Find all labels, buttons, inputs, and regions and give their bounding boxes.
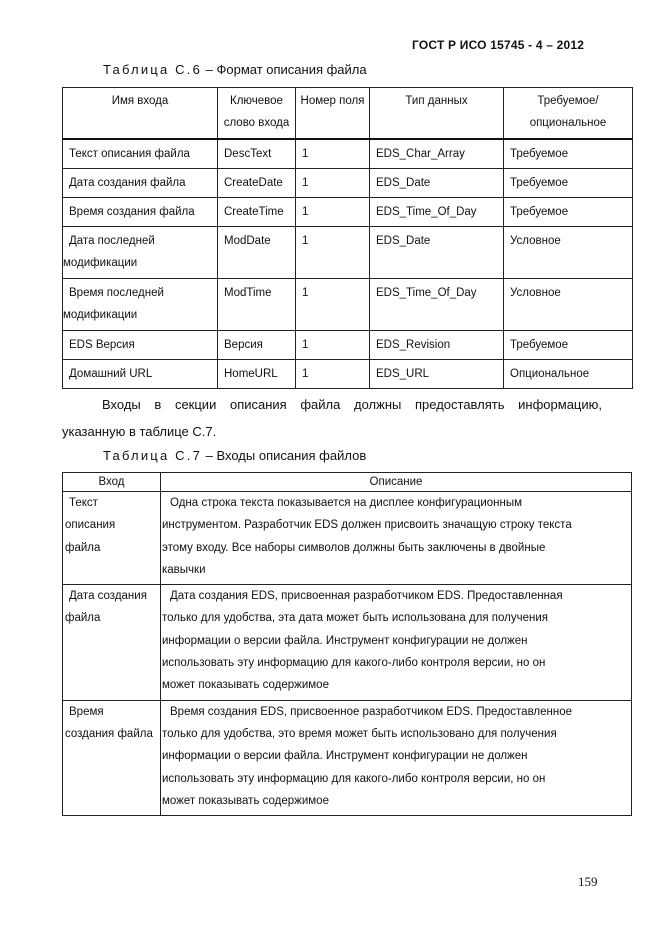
cell-entry-name	[63, 331, 218, 360]
table-row	[63, 169, 633, 198]
cell-entry-name	[63, 279, 218, 331]
table-row	[63, 139, 633, 169]
table-row	[63, 360, 633, 389]
table1-col-header-line: Требуемое/	[537, 95, 599, 107]
cell-entry-name	[63, 360, 218, 389]
table2-col-header-description: Описание	[161, 473, 632, 492]
cell-keyword: ModDate	[218, 227, 296, 279]
table1-col-header-line: Ключевое	[230, 95, 283, 107]
cell-text-line: использовать эту информацию для какого-либо контроля версии, но он	[162, 657, 546, 670]
table2-header-row	[63, 473, 632, 492]
cell-required: Требуемое	[504, 169, 633, 198]
document-header: ГОСТ Р ИСО 15745 - 4 – 2012	[412, 38, 585, 52]
page-number: 159	[578, 874, 598, 889]
cell-text-line: Дата создания файла	[69, 177, 186, 189]
table-row	[63, 700, 632, 815]
cell-keyword: Версия	[218, 331, 296, 360]
table1-caption-label: Таблица С.6	[103, 62, 203, 77]
file-description-format-table	[62, 87, 633, 389]
cell-required: Требуемое	[504, 198, 633, 227]
cell-text-line: Домашний URL	[69, 368, 153, 380]
table-row	[63, 279, 633, 331]
table1-col-header-line: слово входа	[223, 117, 290, 129]
cell-data-type: EDS_Revision	[370, 331, 504, 360]
table-row	[63, 198, 633, 227]
cell-field-number: 1	[296, 169, 370, 198]
cell-entry	[63, 700, 161, 815]
table-row	[63, 585, 632, 700]
cell-keyword: ModTime	[218, 279, 296, 331]
cell-required: Опциональное	[504, 360, 633, 389]
cell-required: Требуемое	[504, 331, 633, 360]
cell-data-type: EDS_Date	[370, 169, 504, 198]
cell-text-line: использовать эту информацию для какого-либо контроля версии, но он	[162, 772, 546, 785]
cell-text-line: может показывать содержимое	[162, 679, 329, 692]
cell-text-line: кавычки	[162, 563, 206, 576]
cell-text-line: Одна строка текста показывается на дисплее конфигурационным	[170, 497, 523, 509]
cell-text-line: EDS Версия	[69, 339, 135, 351]
cell-description	[161, 585, 632, 700]
table1-header-row	[63, 88, 633, 140]
cell-text-line: только для удобства, это время может быть использовано для получения	[162, 727, 557, 740]
cell-text-line: файла	[65, 612, 101, 625]
cell-data-type: EDS_Time_Of_Day	[370, 279, 504, 331]
cell-entry	[63, 492, 161, 585]
cell-entry	[63, 585, 161, 700]
cell-keyword: HomeURL	[218, 360, 296, 389]
cell-required: Требуемое	[504, 139, 633, 169]
cell-keyword: CreateTime	[218, 198, 296, 227]
cell-text-line: инструментом. Разработчик EDS должен присвоить значащую строку текста	[162, 519, 572, 532]
cell-text-line: файла	[65, 541, 101, 554]
cell-text-line: информации о версии файла. Инструмент конфигурации не должен	[162, 634, 528, 647]
table2-caption-label: Таблица С.7	[103, 448, 203, 463]
cell-text-line: Дата последней	[69, 235, 155, 247]
cell-keyword: CreateDate	[218, 169, 296, 198]
cell-description	[161, 700, 632, 815]
cell-text-line: только для удобства, эта дата может быть использована для получения	[162, 612, 549, 625]
cell-keyword: DescText	[218, 139, 296, 169]
cell-entry-name	[63, 139, 218, 169]
cell-text-line: Текст описания файла	[69, 148, 190, 160]
paragraph-line: указанную в таблице С.7.	[62, 424, 217, 439]
table1-caption	[103, 62, 367, 77]
table1-col-header	[63, 88, 218, 140]
table1-col-header	[218, 88, 296, 140]
file-description-entries-table	[62, 472, 632, 816]
cell-data-type: EDS_Date	[370, 227, 504, 279]
cell-text-line: информации о версии файла. Инструмент конфигурации не должен	[162, 750, 528, 763]
cell-entry-name	[63, 198, 218, 227]
cell-text-line: Время создания файла	[69, 206, 195, 218]
cell-text-line: этому входу. Все наборы символов должны быть заключены в двойные	[162, 541, 546, 554]
cell-text-line: Дата создания EDS, присвоенная разработчиком EDS. Предоставленная	[170, 590, 563, 603]
cell-description	[161, 492, 632, 585]
cell-text-line: создания файла	[65, 727, 153, 740]
cell-field-number: 1	[296, 279, 370, 331]
table1-col-header-line: Имя входа	[111, 95, 169, 107]
cell-field-number: 1	[296, 139, 370, 169]
table-row	[63, 331, 633, 360]
table2-caption	[103, 448, 366, 463]
cell-text-line: Дата создания	[69, 590, 147, 603]
table1-col-header-line: Тип данных	[405, 95, 468, 107]
cell-entry-name	[63, 169, 218, 198]
cell-text-line: описания	[65, 519, 116, 532]
cell-data-type: EDS_URL	[370, 360, 504, 389]
cell-text-line: Время последней	[69, 287, 164, 299]
table1-col-header-line: опциональное	[529, 117, 607, 129]
cell-required: Условное	[504, 279, 633, 331]
cell-entry-name	[63, 227, 218, 279]
cell-required: Условное	[504, 227, 633, 279]
cell-field-number: 1	[296, 331, 370, 360]
cell-text-line: Время	[69, 705, 104, 718]
cell-field-number: 1	[296, 198, 370, 227]
cell-text-line: Текст	[69, 497, 98, 509]
table-row	[63, 492, 632, 585]
cell-data-type: EDS_Time_Of_Day	[370, 198, 504, 227]
cell-text-line: модификации	[63, 309, 138, 321]
cell-text-line: может показывать содержимое	[162, 794, 329, 807]
table1-col-header	[370, 88, 504, 140]
cell-data-type: EDS_Char_Array	[370, 139, 504, 169]
table1-col-header	[296, 88, 370, 140]
paragraph-line: Входы в секции описания файла должны предоставлять информацию,	[102, 397, 602, 412]
cell-field-number: 1	[296, 227, 370, 279]
table2-caption-title: – Входы описания файлов	[202, 448, 367, 463]
table1-col-header	[504, 88, 633, 140]
cell-field-number: 1	[296, 360, 370, 389]
body-paragraph	[62, 391, 602, 445]
table1-caption-title: – Формат описания файла	[202, 62, 367, 77]
table-row	[63, 227, 633, 279]
cell-text-line: Время создания EDS, присвоенное разработчиком EDS. Предоставленное	[170, 705, 573, 718]
cell-text-line: модификации	[63, 257, 138, 269]
table2-col-header-entry: Вход	[63, 473, 161, 492]
table1-col-header-line: Номер поля	[300, 95, 365, 107]
